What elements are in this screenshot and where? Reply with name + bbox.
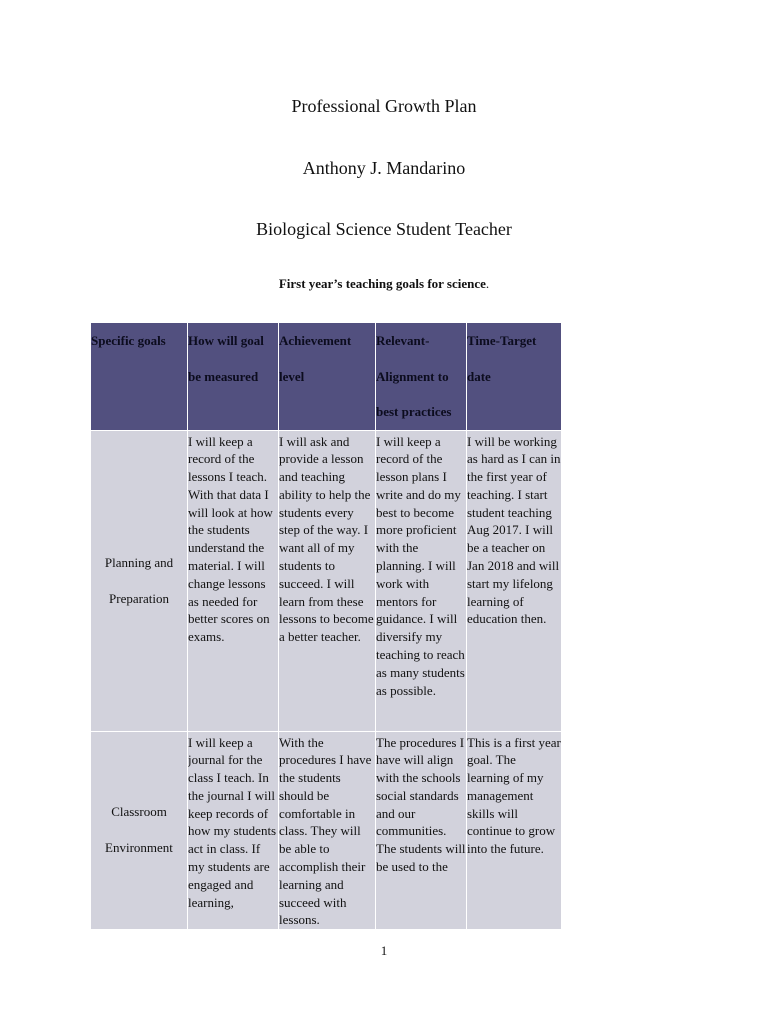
goal-cell: [91, 430, 188, 731]
header-time-target: Time-Target date: [467, 323, 562, 431]
alignment-text: The procedures I have will align with the schools social standards and our communities. The students will be used to the: [376, 734, 466, 875]
author-name: Anthony J. Mandarino: [302, 158, 466, 178]
measured-text: I will keep a journal for the class I teach. In the journal I will keep records of how my students act in class. If my students are engaged and learning,: [188, 734, 277, 910]
table-caption-period: .: [485, 276, 490, 291]
table-header-row: [91, 323, 562, 431]
alignment-cell: [376, 430, 467, 731]
measured-text: I will keep a record of the lessons I teach. With that data I will look at how the students understand the material. I will change lessons as needed for better scores on exams.: [188, 433, 273, 645]
goal-cell: [91, 731, 188, 930]
document-title: Professional Growth Plan: [291, 96, 477, 116]
table-caption-text: First year’s teaching goals for science: [278, 276, 486, 291]
alignment-cell: [376, 731, 467, 930]
header-specific-goals: Specific goals: [91, 323, 188, 431]
goal-label: Planning and Preparation: [104, 554, 174, 606]
achievement-cell: [279, 430, 376, 731]
achievement-text: With the procedures I have the students should be comfortable in class. They will be able to accomplish their learning and succeed with lessons.: [279, 734, 372, 928]
target-text: This is a first year goal. The learning of my management skills will continue to grow into the future.: [467, 734, 561, 857]
table-row: [91, 731, 562, 930]
table-caption: [0, 275, 768, 292]
table-row: [91, 430, 562, 731]
header-relevant-alignment: Relevant-Alignment to best practices: [376, 323, 467, 431]
target-cell: [467, 430, 562, 731]
achievement-cell: [279, 731, 376, 930]
header-achievement-level: Achievement level: [279, 323, 376, 431]
goals-table: [90, 322, 562, 930]
measured-cell: [188, 731, 279, 930]
header-how-measured: How will goal be measured: [188, 323, 279, 431]
measured-cell: [188, 430, 279, 731]
target-cell: [467, 731, 562, 930]
target-text: I will be working as hard as I can in the first year of teaching. I start student teaching Aug 2017. I will be a teacher on Jan 2018 and will start my lifelong learning of education then.: [467, 433, 561, 627]
author-role: Biological Science Student Teacher: [256, 219, 512, 239]
achievement-text: I will ask and provide a lesson and teaching ability to help the students every step of the way. I want all of my students to succeed. I will learn from these lessons to become a better teacher.: [279, 433, 374, 645]
goal-label: Classroom Environment: [105, 803, 173, 855]
page-number: 1: [380, 943, 388, 958]
alignment-text: I will keep a record of the lesson plans I write and do my best to become more proficient with the planning. I will work with mentors for guidance. I will diversify my teaching to reach as many students as possible.: [376, 433, 465, 698]
